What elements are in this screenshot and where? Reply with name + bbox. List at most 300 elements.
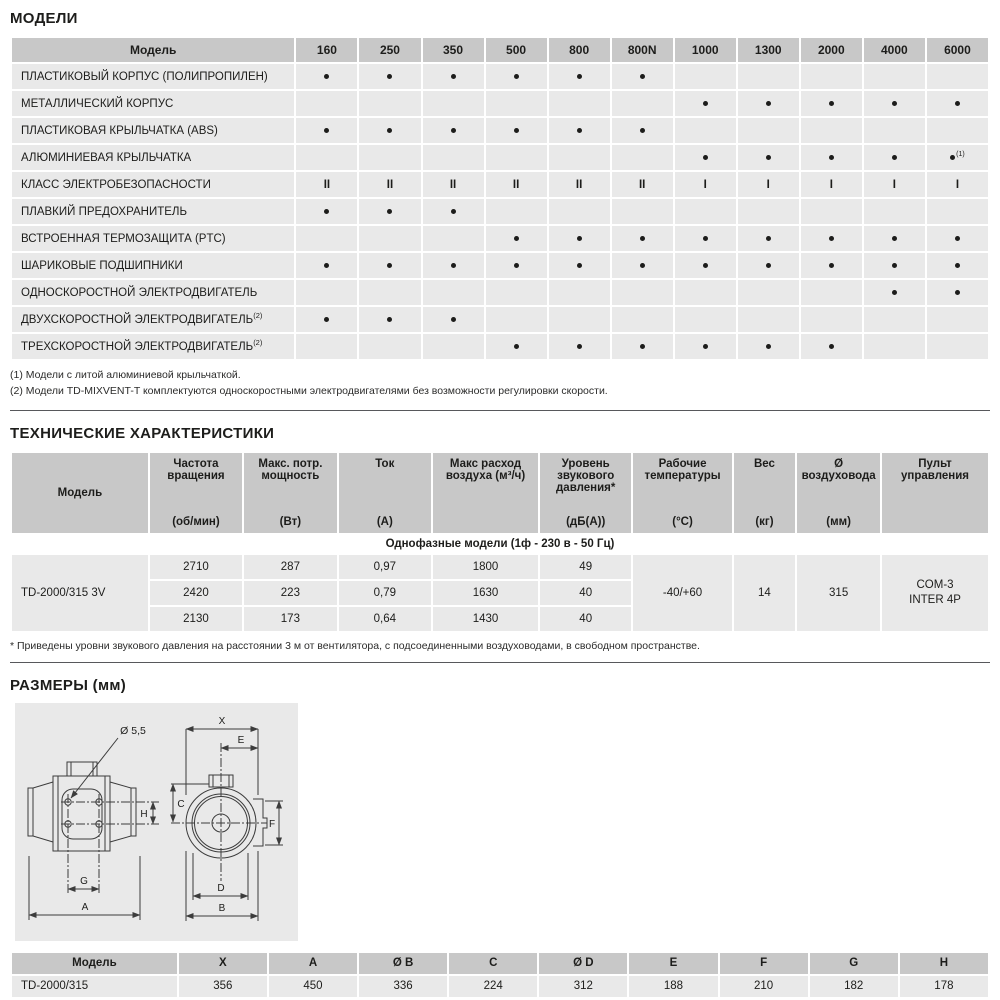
feature-cell bbox=[549, 307, 610, 332]
dims-header-col: X bbox=[179, 953, 267, 974]
feature-dot-icon bbox=[829, 155, 834, 160]
feature-label bbox=[12, 307, 294, 332]
dims-table-head-row bbox=[12, 953, 988, 974]
tech-duct-diameter-cell: 315 bbox=[797, 555, 880, 631]
tech-value-cell: 223 bbox=[244, 581, 336, 605]
tech-header-unit: (дБ(А)) bbox=[566, 515, 606, 528]
tech-header-unit: (°С) bbox=[672, 515, 693, 528]
tech-value-cell: 1630 bbox=[433, 581, 538, 605]
models-table-body bbox=[12, 64, 988, 359]
tech-header-wrap bbox=[799, 458, 878, 528]
feature-cell bbox=[296, 91, 357, 116]
tech-header-col bbox=[797, 453, 880, 533]
feature-row bbox=[12, 64, 988, 89]
feature-cell bbox=[423, 253, 484, 278]
feature-cell bbox=[927, 91, 988, 116]
feature-dot-icon bbox=[950, 155, 955, 160]
tech-header-title: Уровень звукового давления* bbox=[556, 457, 616, 494]
tech-group-header-row bbox=[12, 535, 988, 553]
feature-row bbox=[12, 118, 988, 143]
feature-cell bbox=[738, 91, 799, 116]
feature-cell: II bbox=[549, 172, 610, 197]
feature-dot-footnote-marker: (1) bbox=[956, 150, 965, 158]
label-hole-diameter: Ø 5,5 bbox=[120, 724, 146, 737]
feature-cell: II bbox=[296, 172, 357, 197]
feature-cell bbox=[864, 307, 925, 332]
feature-cell bbox=[738, 199, 799, 224]
models-header-col: 500 bbox=[486, 38, 547, 62]
feature-cell bbox=[612, 199, 673, 224]
tech-value-cell: 2130 bbox=[150, 607, 242, 631]
feature-cell: I bbox=[675, 172, 736, 197]
feature-cell bbox=[801, 307, 862, 332]
feature-cell bbox=[864, 145, 925, 170]
dims-header-col: H bbox=[900, 953, 988, 974]
feature-cell bbox=[801, 253, 862, 278]
feature-cell bbox=[801, 145, 862, 170]
section-title-dimensions: РАЗМЕРЫ (мм) bbox=[10, 676, 127, 694]
feature-cell bbox=[675, 334, 736, 359]
feature-dot-icon bbox=[955, 263, 960, 268]
feature-cell bbox=[549, 280, 610, 305]
feature-cell bbox=[864, 226, 925, 251]
feature-cell bbox=[927, 226, 988, 251]
tech-header-wrap bbox=[246, 458, 334, 528]
feature-dot-icon bbox=[451, 317, 456, 322]
feature-cell bbox=[927, 118, 988, 143]
tech-header-title: Макс. потр. мощность bbox=[258, 457, 323, 482]
feature-cell bbox=[296, 118, 357, 143]
feature-cell bbox=[927, 334, 988, 359]
dims-header-col: E bbox=[629, 953, 717, 974]
feature-dot-icon bbox=[703, 101, 708, 106]
dims-header-col: Ø D bbox=[539, 953, 627, 974]
feature-dot-icon bbox=[324, 263, 329, 268]
section-divider bbox=[10, 410, 990, 411]
tech-controller-cell bbox=[882, 555, 988, 631]
models-header-col: 2000 bbox=[801, 38, 862, 62]
feature-cell bbox=[423, 226, 484, 251]
tech-header-title: Частота вращения bbox=[167, 457, 225, 482]
models-header-col: 250 bbox=[359, 38, 420, 62]
feature-row bbox=[12, 145, 988, 170]
feature-dot-icon bbox=[766, 101, 771, 106]
dims-value-cell: 336 bbox=[359, 976, 447, 997]
feature-dot-icon bbox=[892, 290, 897, 295]
label-g: G bbox=[80, 875, 88, 887]
feature-row bbox=[12, 172, 988, 197]
dims-value-cell: 210 bbox=[720, 976, 808, 997]
feature-cell bbox=[864, 91, 925, 116]
feature-dot-icon bbox=[829, 236, 834, 241]
tech-header-col bbox=[244, 453, 336, 533]
feature-label-text: ДВУХСКОРОСТНОЙ ЭЛЕКТРОДВИГАТЕЛЬ bbox=[21, 313, 254, 326]
feature-cell bbox=[801, 334, 862, 359]
feature-dot-icon bbox=[892, 236, 897, 241]
feature-cell bbox=[801, 91, 862, 116]
feature-dot-icon bbox=[514, 236, 519, 241]
feature-cell bbox=[738, 280, 799, 305]
label-e: E bbox=[237, 734, 245, 746]
feature-label-text: ПЛАСТИКОВЫЙ КОРПУС (ПОЛИПРОПИЛЕН) bbox=[21, 70, 268, 83]
feature-label-text: МЕТАЛЛИЧЕСКИЙ КОРПУС bbox=[21, 97, 174, 110]
feature-label-text: ШАРИКОВЫЕ ПОДШИПНИКИ bbox=[21, 259, 183, 272]
feature-cell bbox=[927, 253, 988, 278]
tech-header-title: Модель bbox=[57, 486, 103, 499]
feature-cell bbox=[423, 199, 484, 224]
feature-label-text: ОДНОСКОРОСТНОЙ ЭЛЕКТРОДВИГАТЕЛЬ bbox=[21, 286, 258, 299]
feature-label bbox=[12, 118, 294, 143]
models-header-col: 1300 bbox=[738, 38, 799, 62]
feature-dot-icon bbox=[703, 155, 708, 160]
feature-cell bbox=[675, 64, 736, 89]
feature-cell bbox=[486, 91, 547, 116]
feature-dot-icon bbox=[766, 263, 771, 268]
feature-cell bbox=[486, 199, 547, 224]
feature-label-text: ВСТРОЕННАЯ ТЕРМОЗАЩИТА (PTC) bbox=[21, 232, 226, 245]
dims-header-col: C bbox=[449, 953, 537, 974]
feature-dot-icon bbox=[324, 74, 329, 79]
feature-cell: II bbox=[612, 172, 673, 197]
feature-dot-icon bbox=[829, 344, 834, 349]
tech-header-unit: (мм) bbox=[826, 515, 851, 528]
feature-label bbox=[12, 91, 294, 116]
feature-cell bbox=[675, 253, 736, 278]
feature-dot-icon bbox=[324, 128, 329, 133]
dims-value-cell: 312 bbox=[539, 976, 627, 997]
feature-dot-icon bbox=[387, 128, 392, 133]
tech-header-col bbox=[540, 453, 631, 533]
feature-cell bbox=[296, 199, 357, 224]
dims-value-cell: 224 bbox=[449, 976, 537, 997]
tech-header-unit: (Вт) bbox=[279, 515, 302, 528]
feature-row bbox=[12, 226, 988, 251]
tech-header-col bbox=[882, 453, 988, 533]
feature-cell bbox=[296, 145, 357, 170]
tech-table-head-row bbox=[12, 453, 988, 533]
feature-cell bbox=[549, 226, 610, 251]
tech-header-col bbox=[633, 453, 731, 533]
feature-dot-icon bbox=[640, 344, 645, 349]
feature-cell bbox=[486, 280, 547, 305]
tech-controller-line: INTER 4P bbox=[909, 593, 961, 606]
feature-cell bbox=[612, 145, 673, 170]
feature-cell bbox=[612, 307, 673, 332]
feature-dot-icon bbox=[451, 74, 456, 79]
feature-cell bbox=[675, 145, 736, 170]
label-x: X bbox=[218, 715, 226, 727]
tech-header-col bbox=[339, 453, 431, 533]
feature-cell bbox=[549, 64, 610, 89]
feature-cell bbox=[486, 64, 547, 89]
models-header-model: Модель bbox=[12, 38, 294, 62]
feature-dot-icon bbox=[387, 263, 392, 268]
tech-header-wrap bbox=[736, 458, 794, 528]
right-duct-cap bbox=[131, 788, 136, 836]
feature-label bbox=[12, 64, 294, 89]
feature-label-text: ПЛАВКИЙ ПРЕДОХРАНИТЕЛЬ bbox=[21, 205, 188, 218]
section-divider bbox=[10, 662, 990, 663]
feature-cell bbox=[423, 334, 484, 359]
feature-cell bbox=[549, 253, 610, 278]
feature-cell bbox=[738, 64, 799, 89]
feature-cell bbox=[549, 145, 610, 170]
dimension-drawing bbox=[15, 703, 298, 941]
tech-header-title: Макс расход воздуха (м³/ч) bbox=[445, 457, 526, 482]
left-duct-flange bbox=[33, 782, 53, 842]
models-table-head-row bbox=[12, 38, 988, 62]
feature-dot-icon bbox=[703, 236, 708, 241]
feature-cell bbox=[359, 118, 420, 143]
tech-value-cell: 49 bbox=[540, 555, 631, 579]
feature-cell bbox=[801, 199, 862, 224]
models-header-col: 160 bbox=[296, 38, 357, 62]
feature-row bbox=[12, 199, 988, 224]
feature-dot-icon bbox=[955, 101, 960, 106]
tech-header-title: Ø воздуховода bbox=[801, 457, 876, 482]
feature-cell bbox=[423, 118, 484, 143]
tech-header-wrap bbox=[542, 458, 629, 528]
tech-temperature-cell: -40/+60 bbox=[633, 555, 731, 631]
tech-header-wrap bbox=[435, 458, 536, 528]
models-header-col: 1000 bbox=[675, 38, 736, 62]
feature-cell bbox=[423, 91, 484, 116]
feature-cell bbox=[549, 91, 610, 116]
feature-cell bbox=[612, 64, 673, 89]
dims-value-cell: 450 bbox=[269, 976, 357, 997]
feature-label-text: ПЛАСТИКОВАЯ КРЫЛЬЧАТКА (ABS) bbox=[21, 124, 218, 137]
label-c: C bbox=[177, 798, 185, 810]
feature-cell bbox=[675, 280, 736, 305]
feature-dot-icon bbox=[451, 209, 456, 214]
feature-cell bbox=[864, 199, 925, 224]
feature-cell bbox=[549, 334, 610, 359]
feature-cell bbox=[738, 226, 799, 251]
tech-header-wrap bbox=[635, 458, 729, 528]
dims-value-cell: 182 bbox=[810, 976, 898, 997]
dims-header-col: Модель bbox=[12, 953, 177, 974]
tech-value-cell: 1430 bbox=[433, 607, 538, 631]
feature-cell bbox=[864, 253, 925, 278]
feature-cell bbox=[296, 253, 357, 278]
feature-label bbox=[12, 334, 294, 359]
feature-cell bbox=[738, 118, 799, 143]
feature-dot-icon bbox=[955, 290, 960, 295]
feature-cell bbox=[612, 91, 673, 116]
tech-data-row bbox=[12, 555, 988, 579]
section-title-tech: ТЕХНИЧЕСКИЕ ХАРАКТЕРИСТИКИ bbox=[10, 424, 275, 442]
feature-cell bbox=[738, 334, 799, 359]
feature-cell bbox=[359, 253, 420, 278]
feature-dot-icon bbox=[892, 263, 897, 268]
feature-cell bbox=[801, 226, 862, 251]
feature-cell bbox=[801, 64, 862, 89]
feature-dot-icon bbox=[577, 236, 582, 241]
tech-value-cell: 2420 bbox=[150, 581, 242, 605]
feature-dot-icon bbox=[640, 128, 645, 133]
feature-row bbox=[12, 334, 988, 359]
feature-cell bbox=[359, 145, 420, 170]
feature-label bbox=[12, 172, 294, 197]
feature-cell: I bbox=[801, 172, 862, 197]
tech-header-col bbox=[734, 453, 796, 533]
dims-header-col: G bbox=[810, 953, 898, 974]
feature-cell bbox=[549, 199, 610, 224]
feature-dot-icon bbox=[324, 209, 329, 214]
label-f: F bbox=[268, 818, 276, 830]
fan-dimension-diagram bbox=[15, 703, 298, 941]
tech-controller-line: COM-3 bbox=[916, 579, 954, 592]
feature-dot-icon bbox=[514, 128, 519, 133]
tech-header-wrap bbox=[152, 458, 240, 528]
feature-cell bbox=[612, 118, 673, 143]
feature-cell bbox=[359, 280, 420, 305]
feature-cell bbox=[927, 64, 988, 89]
tech-value-cell: 0,79 bbox=[339, 581, 431, 605]
feature-cell bbox=[296, 226, 357, 251]
feature-cell bbox=[486, 334, 547, 359]
feature-cell bbox=[675, 91, 736, 116]
feature-cell bbox=[864, 64, 925, 89]
feature-dot-icon bbox=[766, 236, 771, 241]
section-title-models: МОДЕЛИ bbox=[10, 10, 78, 27]
dims-header-col: Ø B bbox=[359, 953, 447, 974]
tech-value-cell: 1800 bbox=[433, 555, 538, 579]
tech-header-col bbox=[433, 453, 538, 533]
left-duct-cap bbox=[28, 788, 33, 836]
tech-value-cell: 287 bbox=[244, 555, 336, 579]
feature-cell bbox=[296, 334, 357, 359]
feature-dot-icon bbox=[577, 344, 582, 349]
feature-label bbox=[12, 199, 294, 224]
tech-header-title: Пульт управления bbox=[901, 457, 969, 482]
feature-dot-icon bbox=[451, 128, 456, 133]
feature-cell bbox=[296, 64, 357, 89]
feature-cell: I bbox=[864, 172, 925, 197]
feature-dot-icon bbox=[640, 74, 645, 79]
feature-cell bbox=[359, 226, 420, 251]
feature-label bbox=[12, 253, 294, 278]
feature-dot-icon bbox=[955, 236, 960, 241]
tech-value-cell: 0,97 bbox=[339, 555, 431, 579]
models-footnotes bbox=[10, 368, 990, 400]
feature-cell bbox=[864, 280, 925, 305]
feature-cell bbox=[423, 307, 484, 332]
feature-cell: I bbox=[927, 172, 988, 197]
right-duct-flange bbox=[110, 782, 131, 842]
tech-value-cell: 0,64 bbox=[339, 607, 431, 631]
tech-header-unit: (об/мин) bbox=[172, 515, 220, 528]
feature-dot-icon bbox=[514, 263, 519, 268]
feature-label-text: АЛЮМИНИЕВАЯ КРЫЛЬЧАТКА bbox=[21, 151, 192, 164]
tech-weight-cell: 14 bbox=[734, 555, 796, 631]
feature-cell bbox=[675, 226, 736, 251]
dimensions-table bbox=[10, 951, 990, 999]
feature-label-text: ТРЕХСКОРОСТНОЙ ЭЛЕКТРОДВИГАТЕЛЬ bbox=[21, 340, 254, 353]
models-footnote-2: (2) Модели TD-MIXVENT-T комплектуются односкоростными электродвигателями без возможности регулировки скорости. bbox=[10, 384, 608, 397]
feature-cell bbox=[486, 307, 547, 332]
tech-model-cell: TD-2000/315 3V bbox=[12, 555, 148, 631]
feature-dot-icon bbox=[703, 344, 708, 349]
feature-cell bbox=[486, 118, 547, 143]
models-header-col: 800 bbox=[549, 38, 610, 62]
tech-header-title: Рабочие температуры bbox=[644, 457, 721, 482]
feature-label bbox=[12, 145, 294, 170]
feature-row bbox=[12, 307, 988, 332]
tech-header-col bbox=[150, 453, 242, 533]
feature-dot-icon bbox=[324, 317, 329, 322]
label-h: H bbox=[140, 808, 148, 820]
feature-label-footnote-marker: (2) bbox=[253, 337, 263, 347]
feature-label-text: КЛАСС ЭЛЕКТРОБЕЗОПАСНОСТИ bbox=[21, 178, 211, 191]
feature-cell bbox=[738, 145, 799, 170]
feature-dot-icon bbox=[829, 263, 834, 268]
feature-cell: II bbox=[359, 172, 420, 197]
models-header-col: 4000 bbox=[864, 38, 925, 62]
tech-group-header: Однофазные модели (1ф - 230 в - 50 Гц) bbox=[12, 535, 988, 553]
tech-header-col bbox=[12, 453, 148, 533]
feature-cell bbox=[927, 199, 988, 224]
label-a: A bbox=[81, 901, 89, 913]
feature-cell bbox=[675, 118, 736, 143]
feature-dot-icon bbox=[892, 155, 897, 160]
dims-value-cell: 178 bbox=[900, 976, 988, 997]
feature-cell bbox=[927, 280, 988, 305]
feature-cell: I bbox=[738, 172, 799, 197]
hole-diameter-leader bbox=[71, 738, 118, 798]
feature-label bbox=[12, 280, 294, 305]
feature-cell bbox=[675, 199, 736, 224]
tech-footnote: * Приведены уровни звукового давления на расстоянии 3 м от вентилятора, с подсоединенными воздуховодами, в свободном пространстве. bbox=[10, 639, 700, 652]
feature-cell bbox=[486, 226, 547, 251]
feature-cell bbox=[359, 64, 420, 89]
models-header-col: 350 bbox=[423, 38, 484, 62]
dims-header-col: F bbox=[720, 953, 808, 974]
feature-cell bbox=[486, 145, 547, 170]
feature-cell bbox=[801, 280, 862, 305]
tech-header-unit: (А) bbox=[376, 515, 393, 528]
dims-table-data-row bbox=[12, 976, 988, 997]
feature-row bbox=[12, 280, 988, 305]
tech-specs-table bbox=[10, 451, 990, 633]
feature-cell bbox=[423, 64, 484, 89]
feature-cell bbox=[296, 307, 357, 332]
feature-cell bbox=[423, 280, 484, 305]
feature-cell bbox=[738, 253, 799, 278]
feature-cell bbox=[359, 307, 420, 332]
feature-cell bbox=[927, 307, 988, 332]
feature-cell bbox=[612, 253, 673, 278]
feature-dot-icon bbox=[892, 101, 897, 106]
feature-cell: II bbox=[423, 172, 484, 197]
feature-dot-icon bbox=[703, 263, 708, 268]
feature-cell bbox=[359, 91, 420, 116]
feature-label bbox=[12, 226, 294, 251]
feature-cell bbox=[423, 145, 484, 170]
dims-model-cell: TD-2000/315 bbox=[12, 976, 177, 997]
feature-dot-icon bbox=[387, 209, 392, 214]
tech-table-body bbox=[12, 535, 988, 631]
feature-row bbox=[12, 91, 988, 116]
feature-dot-icon bbox=[387, 74, 392, 79]
models-header-col: 6000 bbox=[927, 38, 988, 62]
tech-header-wrap bbox=[341, 458, 429, 528]
feature-cell bbox=[612, 226, 673, 251]
feature-dot-icon bbox=[514, 344, 519, 349]
models-header-col: 800N bbox=[612, 38, 673, 62]
feature-cell bbox=[927, 145, 988, 170]
tech-header-title: Вес bbox=[753, 457, 775, 470]
